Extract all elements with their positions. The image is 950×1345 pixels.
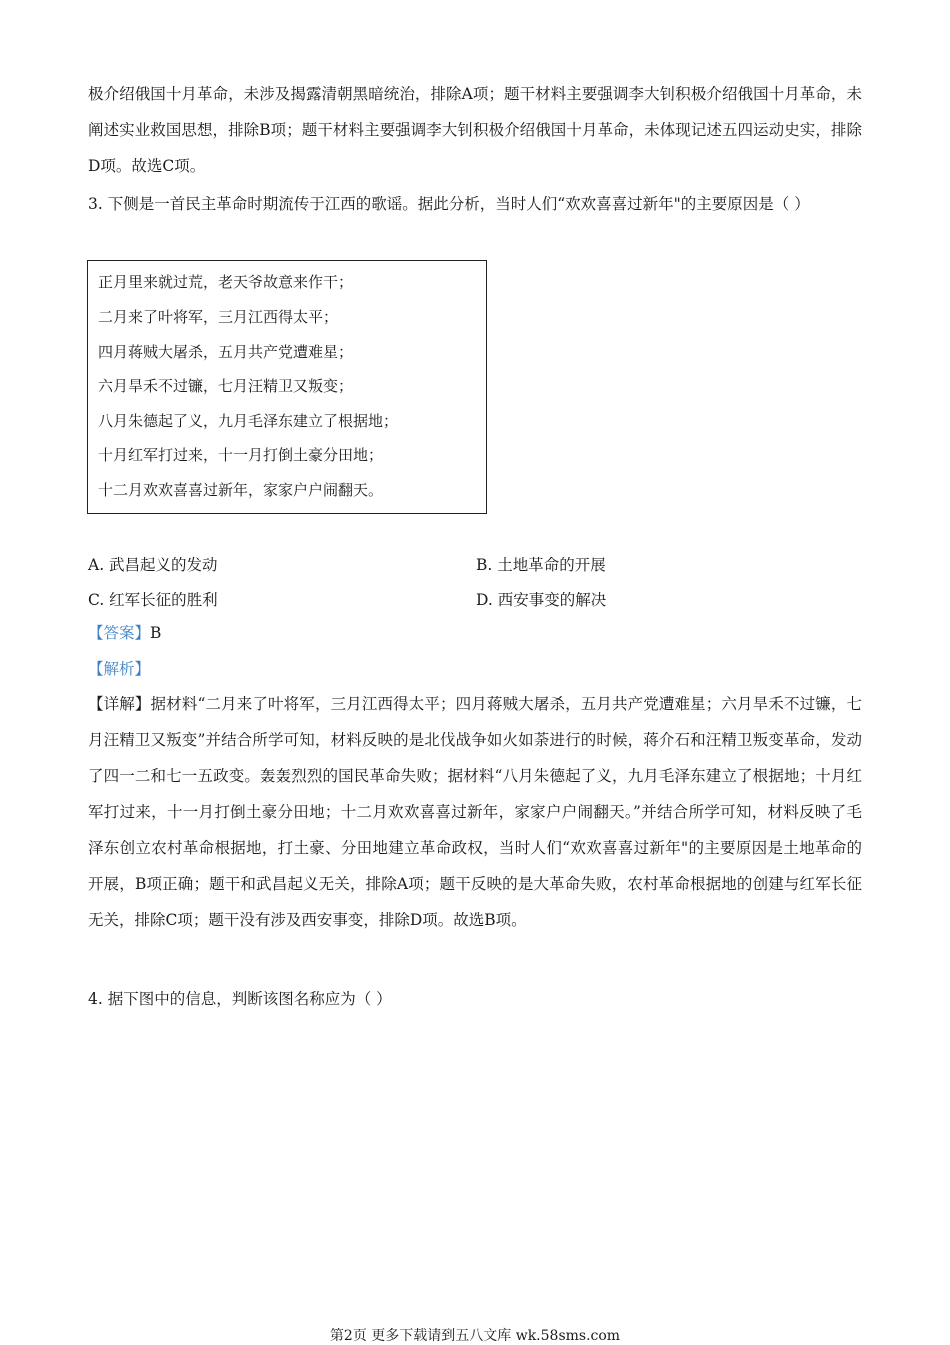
detail-text: 据材料“二月来了叶将军，三月江西得太平；四月蒋贼大屠杀，五月共产党遭难星；六月旱禾不过镰，七月汪精卫又叛变”并结合所学可知，材料反映的是北伐战争如火如荼进行的时候，蒋介石和汪精卫叛变革命，发动了四一二和七一五政变。轰轰烈烈的国民革命失败；据材料“八月朱德起了义，九月毛泽东建立了根据地；十月红军打过来，十一月打倒土豪分田地；十二月欢欢喜喜过新年，家家户户闹翻天。”并结合所学可知，材料反映了毛泽东创立农村革命根据地，打土豪、分田地建立革命政权，当时人们“欢欢喜喜过新年"的主要原因是土地革命的开展，B项正确；题干和武昌起义无关，排除A项；题干反映的是大革命失败，农村革命根据地的创建与红军长征无关，排除C项；题干没有涉及西安事变，排除D项。故选B项。 — [88, 695, 862, 929]
poem-line: 十二月欢欢喜喜过新年，家家户户闹翻天。 — [98, 481, 384, 499]
poem-box — [87, 260, 487, 514]
option-d: D. 西安事变的解决 — [476, 591, 607, 609]
answer-label: 【答案】 — [88, 624, 151, 642]
question-4-stem: 4. 据下图中的信息，判断该图名称应为（ ） — [88, 990, 392, 1008]
option-b: B. 土地革命的开展 — [476, 556, 606, 574]
poem-line: 二月来了叶将军，三月江西得太平； — [98, 308, 339, 326]
poem-line: 六月旱禾不过镰，七月汪精卫又叛变； — [98, 377, 354, 395]
poem-line: 八月朱德起了义，九月毛泽东建立了根据地； — [98, 412, 399, 430]
option-a: A. 武昌起义的发动 — [88, 556, 218, 574]
answer-value: B — [150, 624, 162, 642]
poem-line: 四月蒋贼大屠杀，五月共产党遭难星； — [98, 343, 354, 361]
question-3-stem: 3. 下侧是一首民主革命时期流传于江西的歌谣。据此分析，当时人们“欢欢喜喜过新年"的主要原因是（ ） — [88, 195, 810, 213]
intro-paragraph: 极介绍俄国十月革命，未涉及揭露清朝黑暗统治，排除A项；题干材料主要强调李大钊积极介绍俄国十月革命，未阐述实业救国思想，排除B项；题干材料主要强调李大钊积极介绍俄国十月革命，未体现记述五四运动史实，排除D项。故选C项。 — [88, 85, 862, 175]
poem-line: 正月里来就过荒，老天爷故意来作干； — [98, 273, 354, 291]
answer-line — [88, 622, 161, 644]
analysis-label: 【解析】 — [88, 660, 151, 678]
option-c: C. 红军长征的胜利 — [88, 591, 218, 609]
detail-paragraph — [88, 686, 862, 938]
page-footer: 第2页 更多下载请到五八文库 wk.58sms.com — [329, 1328, 621, 1344]
detail-label: 【详解】 — [88, 695, 151, 713]
poem-line: 十月红军打过来，十一月打倒土豪分田地； — [98, 446, 384, 464]
